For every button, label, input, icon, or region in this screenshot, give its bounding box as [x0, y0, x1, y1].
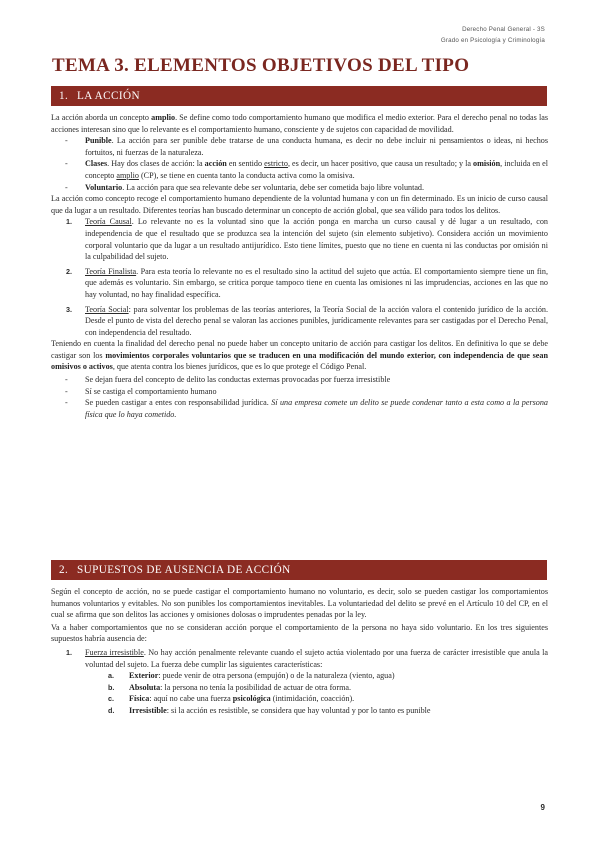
term-omision: omisión — [473, 159, 501, 169]
fuerza-name: Fuerza irresistible — [85, 647, 144, 657]
section-number: 1. — [59, 90, 69, 102]
section-accion-body — [51, 112, 548, 420]
list-letter: d. — [108, 705, 115, 715]
bullet-text: . La acción para ser punible debe tratarse de una conducta humana, es decir no debe incluir ni pensamientos o ideas, ni hechos fortuitos, ni fuerzas de la naturaleza. — [85, 136, 548, 157]
bullet-mark: - — [65, 182, 68, 192]
characteristic-term: Absoluta — [129, 682, 161, 692]
section-number: 2. — [59, 564, 69, 576]
text: en sentido — [226, 159, 265, 169]
dash-text: Sí se castiga el comportamiento humano — [85, 386, 217, 396]
list-number: 1. — [66, 647, 72, 657]
underlined-estricto: estricto — [264, 159, 288, 169]
header-degree: Grado en Psicología y Criminología — [440, 37, 545, 44]
characteristic-absoluta — [51, 682, 548, 694]
term-clases: Clases — [85, 159, 108, 169]
intro-text: La acción aborda un concepto — [51, 113, 152, 122]
bold-definition: movimientos corporales voluntarios que se traducen en una modificación del mundo exterior, con independencia de que sean omisivos o activos — [51, 350, 548, 372]
bullet-text: . La acción para que sea relevante debe ser voluntaria, debe ser cometida bajo libre voluntad. — [122, 182, 425, 192]
theory-finalista — [51, 266, 548, 301]
list-item-clases — [51, 158, 548, 181]
characteristic-term: Exterior — [129, 671, 159, 681]
theory-name: Teoría Finalista — [85, 266, 137, 276]
list-item-voluntario — [51, 182, 548, 194]
section-heading-accion — [51, 86, 547, 106]
list-letter: a. — [108, 671, 114, 681]
theory-text: : para solventar los problemas de las teorías anteriores, la Teoría Social de la acción valora el contenido jurídico de la acción. Desde el punto de vista del derecho penal se valoran las acciones punibles, jurídicamente relevantes para ser castigadas por el Derecho Penal, con independencia del resultado. — [85, 304, 548, 337]
underlined-amplio: amplio — [116, 170, 139, 180]
theory-name: Teoría Social — [85, 304, 129, 314]
characteristic-exterior — [51, 670, 548, 682]
theory-name: Teoría Causal — [85, 217, 132, 227]
theory-text: . Para esta teoría lo relevante no es el resultado sino la actitud del sujeto que actúa. El comportamiento siempre tiene un fin, que además es voluntario. Sin embargo, se critica porque tampoco tiene en cuenta las omisiones ni las imprudencias, acciones en las que no hay voluntad, no hay finalidad específica. — [85, 266, 548, 299]
list-number: 1. — [66, 217, 72, 227]
list-letter: b. — [108, 682, 115, 692]
term-voluntario: Voluntario — [85, 182, 123, 192]
page-number: 9 — [540, 803, 545, 812]
fuerza-irresistible — [51, 647, 548, 670]
dash-italic-note: Sí una empresa comete un delito se puede condenar tanto a esta como a la persona física que lo haya cometido. — [85, 398, 548, 419]
text: , es decir, un hacer positivo, que causa un resultado; y la — [287, 159, 474, 169]
theory-text: . Lo relevante no es la voluntad sino que la acción ponga en marcha un curso causal y dé lugar a un resultado, con independencia de que el resultado que se produzca sea la intención del sujeto (sin elemento subjetivo). Considera acción un movimiento corporal voluntario que da lugar a un resultado antijurídico. Esto tiene límites, puesto que no tiene en cuenta ni las conductas por omisión ni la culpabilidad del sujeto. — [85, 217, 548, 262]
characteristic-text: : la persona no tenía la posibilidad de actuar de otra forma. — [160, 682, 352, 692]
theory-causal — [51, 216, 548, 262]
paragraph-voluntariedad: Según el concepto de acción, no se puede castigar el comportamiento humano no voluntario, es decir, solo se pueden castigar los comportamientos humanos voluntarios y evitables. No son punibles los comportamientos inevitables. La voluntariedad del delito se prevé en el Artículo 10 del CP, en el cual se afirma que son delitos las acciones y omisiones dolosas o imprudentes penadas por la ley. — [51, 587, 548, 620]
section-label: SUPUESTOS DE AUSENCIA DE ACCIÓN — [77, 564, 291, 576]
section-ausencia-body — [51, 586, 548, 717]
characteristic-bold: psicológica — [232, 694, 271, 704]
intro-bold: amplio — [151, 113, 176, 122]
list-letter: c. — [108, 694, 114, 704]
bullet-mark: - — [65, 159, 68, 169]
term-punible: Punible — [85, 136, 112, 146]
text: Teniendo en cuenta la finalidad del derecho penal no puede haber un concepto unitario de acción para castigar los delitos. En definitiva lo que se debe castigar son los — [51, 339, 548, 360]
page-title: TEMA 3. ELEMENTOS OBJETIVOS DEL TIPO — [52, 55, 470, 76]
characteristic-text: : si la acción es resistible, se considera que hay voluntad y por lo tanto es punible — [166, 705, 431, 715]
theory-social — [51, 304, 548, 339]
characteristic-term: Irresistible — [129, 705, 167, 715]
bullet-mark: - — [65, 386, 68, 396]
section-label: LA ACCIÓN — [77, 90, 140, 102]
paragraph-concept: La acción como concepto recoge el comportamiento humano dependiente de la voluntad humana y con un fin determinado. Es un inicio de curso causal que da lugar a un resultado. Diferentes teorías han buscado determinar un concepto de acción global, que sea válido para todos los delitos. — [51, 194, 548, 215]
list-item-punible — [51, 135, 548, 158]
text: , que atenta contra los bienes jurídicos, que es lo que protege el Código Penal. — [112, 362, 367, 372]
text: , incluida en el concepto — [85, 159, 548, 180]
characteristic-text: : puede venir de otra persona (empujón) o de la naturaleza (viento, agua) — [158, 671, 395, 681]
dash-text: Se dejan fuera del concepto de delito las conductas externas provocadas por fuerza irresistible — [85, 375, 391, 385]
paragraph-conclusion — [51, 338, 548, 373]
paragraph-supuestos: Va a haber comportamientos que no se consideran acción porque el comportamiento de la persona no haya sido voluntario. En los tres siguientes supuestos habría ausencia de: — [51, 622, 548, 644]
text: . Hay dos clases de acción: la — [107, 159, 205, 169]
header-course: Derecho Penal General - 3S — [462, 26, 545, 33]
characteristic-term: Física — [129, 694, 150, 704]
characteristic-fisica — [51, 693, 548, 705]
characteristic-irresistible — [51, 705, 548, 717]
intro-paragraph — [51, 112, 548, 135]
bullet-mark: - — [65, 398, 68, 408]
dash-item — [51, 386, 548, 398]
characteristic-text: : aquí no cabe una fuerza — [149, 694, 233, 704]
section-heading-ausencia — [51, 560, 547, 580]
intro-text-end: . Se define como todo comportamiento humano que modifica el medio exterior. Para el derecho penal no todas las acciones interesan sino que lo relevante es el comportamiento humano, consciente y de sujetos con capacidad de movilidad. — [51, 113, 548, 134]
term-accion: acción — [204, 159, 227, 169]
fuerza-text: . No hay acción penalmente relevante cuando el sujeto actúa violentado por una fuerza de carácter irresistible que anula la voluntad del sujeto. La fuerza debe cumplir las siguientes características: — [85, 647, 548, 669]
list-number: 2. — [66, 266, 72, 276]
text: (CP), se tiene en cuenta tanto la conducta activa como la omisiva. — [138, 170, 355, 180]
dash-item — [51, 397, 548, 420]
list-number: 3. — [66, 304, 72, 314]
bullet-mark: - — [65, 136, 68, 146]
characteristic-text: (intimidación, coacción). — [270, 694, 355, 704]
page-header — [441, 24, 545, 46]
dash-text: Se pueden castigar a entes con responsabilidad jurídica. — [85, 398, 272, 408]
dash-item — [51, 374, 548, 386]
bullet-mark: - — [65, 375, 68, 385]
